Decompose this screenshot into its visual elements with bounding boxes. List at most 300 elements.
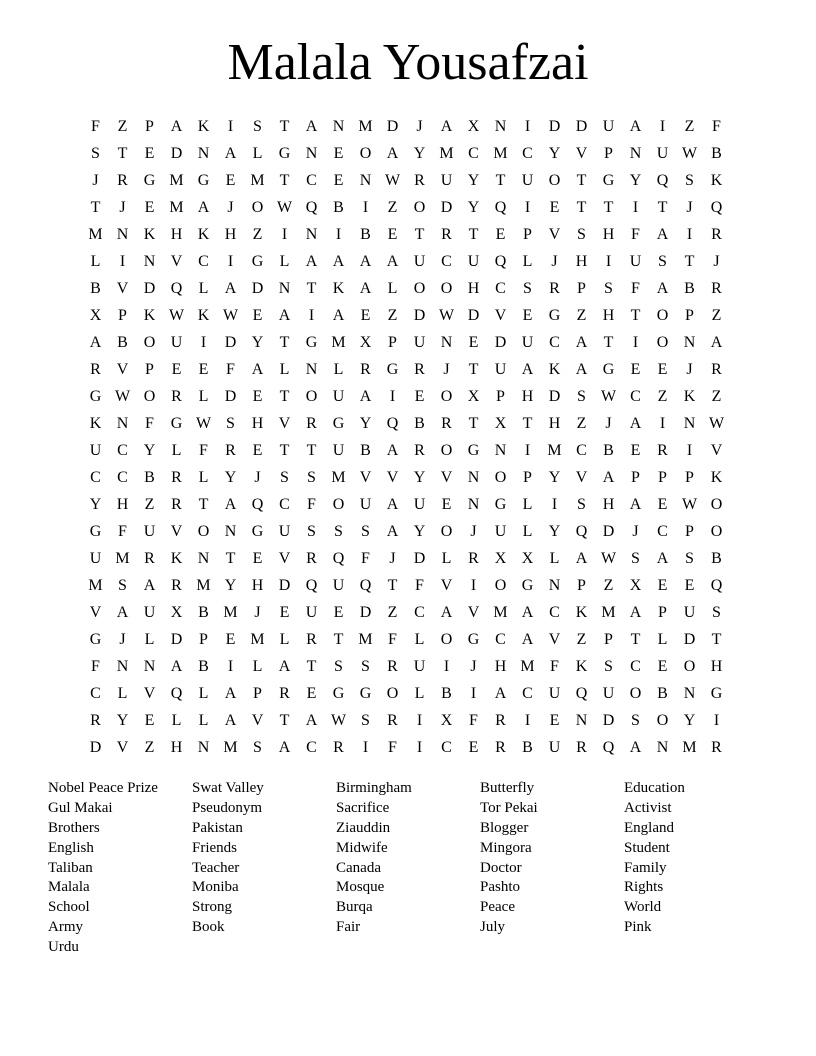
grid-letter: H: [170, 226, 183, 243]
grid-letter: E: [414, 388, 425, 405]
grid-row: [82, 140, 730, 167]
grid-letter: N: [224, 523, 237, 540]
word-item: Urdu: [48, 939, 79, 956]
grid-letter: U: [494, 523, 507, 540]
grid-letter: E: [171, 361, 182, 378]
grid-letter: V: [467, 604, 480, 621]
grid-letter: T: [387, 577, 398, 594]
grid-letter: X: [467, 118, 480, 135]
grid-letter: G: [143, 172, 156, 189]
grid-letter: A: [386, 523, 399, 540]
word-item: Pseudonym: [192, 799, 263, 816]
grid-letter: Y: [548, 469, 561, 486]
grid-letter: S: [91, 145, 100, 162]
grid-letter: L: [252, 658, 263, 675]
grid-letter: G: [197, 172, 210, 189]
grid-letter: D: [224, 334, 237, 351]
grid-letter: I: [362, 199, 369, 216]
grid-letter: I: [416, 739, 423, 756]
grid-letter: V: [575, 145, 588, 162]
grid-row: [82, 437, 730, 464]
grid-letter: O: [413, 199, 426, 216]
grid-letter: N: [116, 226, 129, 243]
grid-letter: D: [224, 388, 237, 405]
grid-letter: W: [384, 172, 401, 189]
grid-letter: B: [198, 604, 209, 621]
grid-letter: N: [683, 685, 696, 702]
grid-letter: Z: [711, 388, 722, 405]
grid-letter: N: [548, 577, 561, 594]
grid-letter: U: [602, 685, 615, 702]
grid-letter: A: [332, 253, 345, 270]
grid-letter: U: [305, 604, 318, 621]
grid-letter: U: [332, 442, 345, 459]
grid-letter: I: [416, 712, 423, 729]
grid-letter: A: [629, 415, 642, 432]
grid-letter: C: [306, 172, 317, 189]
grid-letter: F: [388, 631, 397, 648]
grid-letter: I: [524, 442, 531, 459]
grid-letter: C: [549, 334, 560, 351]
grid-letter: N: [656, 739, 669, 756]
grid-letter: R: [360, 361, 371, 378]
grid-letter: R: [576, 739, 587, 756]
grid-letter: T: [468, 361, 479, 378]
grid-letter: S: [712, 604, 721, 621]
grid-letter: B: [522, 739, 533, 756]
grid-letter: J: [389, 550, 396, 567]
grid-letter: P: [145, 118, 154, 135]
grid-letter: Y: [89, 496, 102, 513]
grid-letter: N: [305, 145, 318, 162]
grid-letter: N: [197, 550, 210, 567]
grid-letter: R: [90, 361, 101, 378]
grid-letter: S: [685, 550, 694, 567]
grid-row: [82, 329, 730, 356]
grid-letter: N: [197, 739, 210, 756]
grid-letter: E: [252, 307, 263, 324]
grid-letter: K: [683, 388, 696, 405]
word-column: [336, 779, 480, 958]
grid-letter: Y: [224, 577, 237, 594]
word-item: Ziauddin: [336, 819, 391, 836]
grid-letter: F: [226, 361, 235, 378]
grid-letter: N: [116, 658, 129, 675]
grid-letter: D: [413, 550, 426, 567]
word-item: Butterfly: [480, 780, 535, 796]
grid-letter: N: [683, 334, 696, 351]
grid-letter: R: [144, 550, 155, 567]
grid-letter: L: [549, 550, 560, 567]
grid-letter: U: [170, 334, 183, 351]
grid-letter: I: [524, 118, 531, 135]
grid-letter: H: [602, 496, 615, 513]
grid-letter: B: [684, 280, 695, 297]
grid-letter: U: [521, 334, 534, 351]
grid-letter: O: [494, 469, 507, 486]
grid-letter: A: [602, 469, 615, 486]
grid-letter: Q: [494, 253, 507, 270]
grid-letter: O: [494, 577, 507, 594]
grid-letter: L: [198, 712, 209, 729]
grid-row: [82, 599, 730, 626]
grid-letter: Z: [144, 496, 155, 513]
grid-letter: U: [683, 604, 696, 621]
grid-letter: G: [89, 631, 102, 648]
grid-letter: E: [144, 145, 155, 162]
grid-letter: R: [90, 712, 101, 729]
page-title: Malala Yousafzai: [227, 34, 589, 91]
grid-letter: I: [470, 685, 477, 702]
grid-letter: O: [656, 334, 669, 351]
grid-letter: I: [551, 496, 558, 513]
grid-letter: B: [711, 550, 722, 567]
grid-letter: S: [577, 388, 586, 405]
grid-letter: E: [333, 172, 344, 189]
word-item: Student: [624, 839, 670, 856]
grid-letter: D: [575, 118, 588, 135]
grid-letter: T: [684, 253, 695, 270]
grid-letter: N: [494, 442, 507, 459]
grid-letter: A: [251, 361, 264, 378]
word-item: Activist: [624, 799, 672, 816]
grid-letter: E: [252, 550, 263, 567]
grid-letter: M: [88, 226, 103, 243]
grid-letter: C: [630, 388, 641, 405]
grid-letter: E: [684, 577, 695, 594]
grid-letter: L: [279, 361, 290, 378]
grid-letter: Z: [576, 631, 587, 648]
grid-letter: M: [358, 631, 373, 648]
grid-letter: O: [440, 388, 453, 405]
grid-letter: E: [441, 496, 452, 513]
word-item: Taliban: [48, 859, 93, 876]
grid-letter: K: [548, 361, 561, 378]
grid-letter: R: [711, 280, 722, 297]
grid-letter: X: [521, 550, 534, 567]
word-item: Pakistan: [192, 819, 243, 836]
grid-letter: R: [441, 226, 452, 243]
grid-letter: U: [548, 685, 561, 702]
grid-letter: C: [468, 145, 479, 162]
grid-letter: Z: [657, 388, 668, 405]
grid-letter: D: [440, 199, 453, 216]
grid-letter: L: [198, 685, 209, 702]
word-item: Strong: [192, 899, 233, 916]
grid-letter: T: [306, 658, 317, 675]
grid-letter: Q: [359, 577, 372, 594]
grid-letter: F: [199, 442, 208, 459]
grid-letter: K: [197, 118, 210, 135]
grid-letter: V: [386, 469, 399, 486]
word-item: Book: [192, 919, 225, 936]
grid-letter: V: [278, 550, 291, 567]
grid-letter: F: [712, 118, 721, 135]
grid-letter: Y: [143, 442, 156, 459]
grid-letter: A: [494, 685, 507, 702]
grid-letter: Q: [494, 199, 507, 216]
grid-letter: E: [144, 712, 155, 729]
grid-row: [82, 626, 730, 653]
grid-letter: S: [334, 523, 343, 540]
grid-letter: G: [467, 442, 480, 459]
grid-letter: U: [359, 496, 372, 513]
grid-letter: L: [279, 631, 290, 648]
grid-letter: P: [658, 604, 667, 621]
grid-letter: K: [89, 415, 102, 432]
grid-letter: I: [362, 739, 369, 756]
grid-letter: M: [493, 604, 508, 621]
grid-letter: I: [227, 658, 234, 675]
grid-letter: W: [600, 388, 617, 405]
word-item: World: [624, 899, 662, 916]
word-item: Moniba: [192, 879, 239, 896]
grid-letter: Q: [575, 685, 588, 702]
grid-letter: S: [226, 415, 235, 432]
grid-letter: J: [443, 361, 450, 378]
grid-letter: M: [601, 604, 616, 621]
grid-letter: R: [387, 712, 398, 729]
grid-letter: U: [494, 361, 507, 378]
grid-letter: N: [143, 253, 156, 270]
grid-letter: A: [278, 307, 291, 324]
grid-letter: N: [440, 334, 453, 351]
grid-letter: W: [600, 550, 617, 567]
grid-letter: L: [144, 631, 155, 648]
grid-letter: T: [333, 631, 344, 648]
grid-letter: L: [522, 523, 533, 540]
grid-letter: V: [278, 415, 291, 432]
grid-letter: J: [92, 172, 99, 189]
grid-letter: N: [467, 469, 480, 486]
grid-letter: N: [305, 361, 318, 378]
grid-letter: R: [414, 361, 425, 378]
grid-letter: Q: [332, 550, 345, 567]
grid-letter: C: [117, 442, 128, 459]
grid-letter: I: [524, 199, 531, 216]
grid-letter: V: [548, 226, 561, 243]
grid-letter: D: [386, 118, 399, 135]
grid-letter: G: [170, 415, 183, 432]
grid-letter: X: [440, 712, 453, 729]
grid-letter: O: [548, 172, 561, 189]
grid-letter: R: [657, 442, 668, 459]
grid-row: [82, 275, 730, 302]
grid-letter: A: [386, 145, 399, 162]
word-item: Burqa: [336, 899, 373, 916]
grid-letter: X: [89, 307, 102, 324]
grid-letter: C: [522, 145, 533, 162]
grid-letter: M: [223, 604, 238, 621]
grid-letter: Z: [387, 604, 398, 621]
grid-letter: T: [306, 280, 317, 297]
grid-letter: V: [710, 442, 723, 459]
grid-letter: Z: [603, 577, 614, 594]
grid-letter: T: [279, 172, 290, 189]
grid-letter: H: [494, 658, 507, 675]
grid-letter: D: [170, 145, 183, 162]
grid-letter: X: [494, 550, 507, 567]
grid-letter: C: [522, 685, 533, 702]
grid-letter: L: [171, 712, 182, 729]
grid-letter: K: [710, 469, 723, 486]
grid-row: [82, 356, 730, 383]
grid-letter: V: [116, 739, 129, 756]
grid-letter: A: [359, 388, 372, 405]
grid-letter: R: [333, 739, 344, 756]
grid-letter: K: [332, 280, 345, 297]
grid-letter: K: [575, 604, 588, 621]
grid-letter: I: [200, 334, 207, 351]
grid-letter: T: [576, 172, 587, 189]
grid-row: [82, 410, 730, 437]
grid-letter: U: [467, 253, 480, 270]
grid-letter: Z: [387, 199, 398, 216]
word-item: Tor Pekai: [480, 799, 538, 816]
word-item: England: [624, 819, 674, 836]
grid-letter: I: [686, 226, 693, 243]
word-item: Fair: [336, 919, 361, 936]
grid-letter: M: [169, 199, 184, 216]
grid-letter: G: [494, 496, 507, 513]
grid-letter: R: [495, 712, 506, 729]
grid-letter: M: [493, 145, 508, 162]
grid-letter: B: [360, 442, 371, 459]
grid-row: [82, 383, 730, 410]
grid-letter: A: [278, 658, 291, 675]
grid-letter: G: [467, 631, 480, 648]
grid-letter: C: [441, 253, 452, 270]
grid-letter: O: [710, 523, 723, 540]
grid-letter: B: [711, 145, 722, 162]
grid-letter: M: [547, 442, 562, 459]
grid-letter: R: [414, 442, 425, 459]
grid-letter: P: [253, 685, 262, 702]
grid-letter: D: [548, 388, 561, 405]
word-item: Army: [48, 919, 83, 936]
grid-letter: R: [468, 550, 479, 567]
grid-letter: O: [440, 280, 453, 297]
grid-letter: P: [496, 388, 505, 405]
grid-letter: G: [332, 685, 345, 702]
grid-letter: M: [223, 739, 238, 756]
grid-letter: Z: [711, 307, 722, 324]
grid-letter: Y: [467, 172, 480, 189]
grid-letter: C: [90, 469, 101, 486]
word-item: July: [480, 919, 506, 936]
grid-letter: D: [683, 631, 696, 648]
grid-letter: G: [602, 361, 615, 378]
grid-letter: C: [576, 442, 587, 459]
grid-letter: L: [90, 253, 101, 270]
grid-letter: L: [117, 685, 128, 702]
grid-letter: I: [686, 442, 693, 459]
grid-letter: Y: [548, 523, 561, 540]
word-item: Pink: [624, 919, 652, 936]
grid-letter: S: [604, 280, 613, 297]
grid-letter: G: [386, 361, 399, 378]
grid-letter: S: [307, 523, 316, 540]
grid-letter: X: [170, 604, 183, 621]
grid-letter: U: [413, 334, 426, 351]
grid-letter: S: [523, 280, 532, 297]
grid-letter: G: [710, 685, 723, 702]
grid-letter: T: [279, 334, 290, 351]
grid-letter: V: [89, 604, 102, 621]
grid-letter: T: [198, 496, 209, 513]
grid-letter: X: [494, 415, 507, 432]
grid-letter: R: [171, 577, 182, 594]
grid-letter: O: [413, 280, 426, 297]
grid-letter: O: [629, 685, 642, 702]
word-item: Blogger: [480, 819, 529, 836]
grid-letter: O: [683, 658, 696, 675]
grid-letter: A: [305, 253, 318, 270]
grid-letter: Y: [413, 469, 426, 486]
grid-letter: A: [656, 280, 669, 297]
grid-letter: T: [576, 199, 587, 216]
grid-letter: Q: [170, 280, 183, 297]
grid-letter: I: [713, 712, 720, 729]
grid-letter: H: [575, 253, 588, 270]
grid-letter: T: [522, 415, 533, 432]
grid-letter: A: [224, 280, 237, 297]
grid-letter: P: [685, 523, 694, 540]
word-item: Education: [624, 780, 685, 796]
grid-letter: M: [169, 172, 184, 189]
grid-letter: U: [440, 172, 453, 189]
grid-letter: D: [413, 307, 426, 324]
grid-letter: R: [171, 496, 182, 513]
grid-letter: M: [250, 172, 265, 189]
grid-letter: Q: [251, 496, 264, 513]
grid-letter: K: [143, 307, 156, 324]
grid-letter: M: [196, 577, 211, 594]
grid-letter: R: [711, 361, 722, 378]
grid-letter: J: [470, 658, 477, 675]
grid-letter: Q: [710, 199, 723, 216]
word-item: School: [48, 899, 90, 916]
grid-letter: B: [414, 415, 425, 432]
grid-letter: E: [225, 631, 236, 648]
grid-letter: F: [415, 577, 424, 594]
grid-letter: C: [549, 604, 560, 621]
grid-letter: D: [251, 280, 264, 297]
grid-letter: R: [117, 172, 128, 189]
letter-grid: [82, 113, 730, 761]
grid-letter: H: [251, 415, 264, 432]
word-item: Family: [624, 859, 667, 876]
grid-letter: E: [657, 658, 668, 675]
grid-letter: V: [359, 469, 372, 486]
grid-letter: L: [198, 469, 209, 486]
grid-letter: F: [631, 226, 640, 243]
grid-letter: U: [629, 253, 642, 270]
grid-letter: E: [549, 199, 560, 216]
grid-letter: D: [467, 307, 480, 324]
grid-letter: O: [251, 199, 264, 216]
grid-letter: A: [143, 577, 156, 594]
grid-letter: O: [440, 631, 453, 648]
grid-letter: H: [170, 739, 183, 756]
grid-letter: O: [656, 712, 669, 729]
grid-letter: U: [332, 388, 345, 405]
grid-letter: G: [89, 388, 102, 405]
grid-letter: Y: [629, 172, 642, 189]
grid-letter: A: [386, 496, 399, 513]
grid-letter: P: [199, 631, 208, 648]
grid-letter: C: [495, 631, 506, 648]
